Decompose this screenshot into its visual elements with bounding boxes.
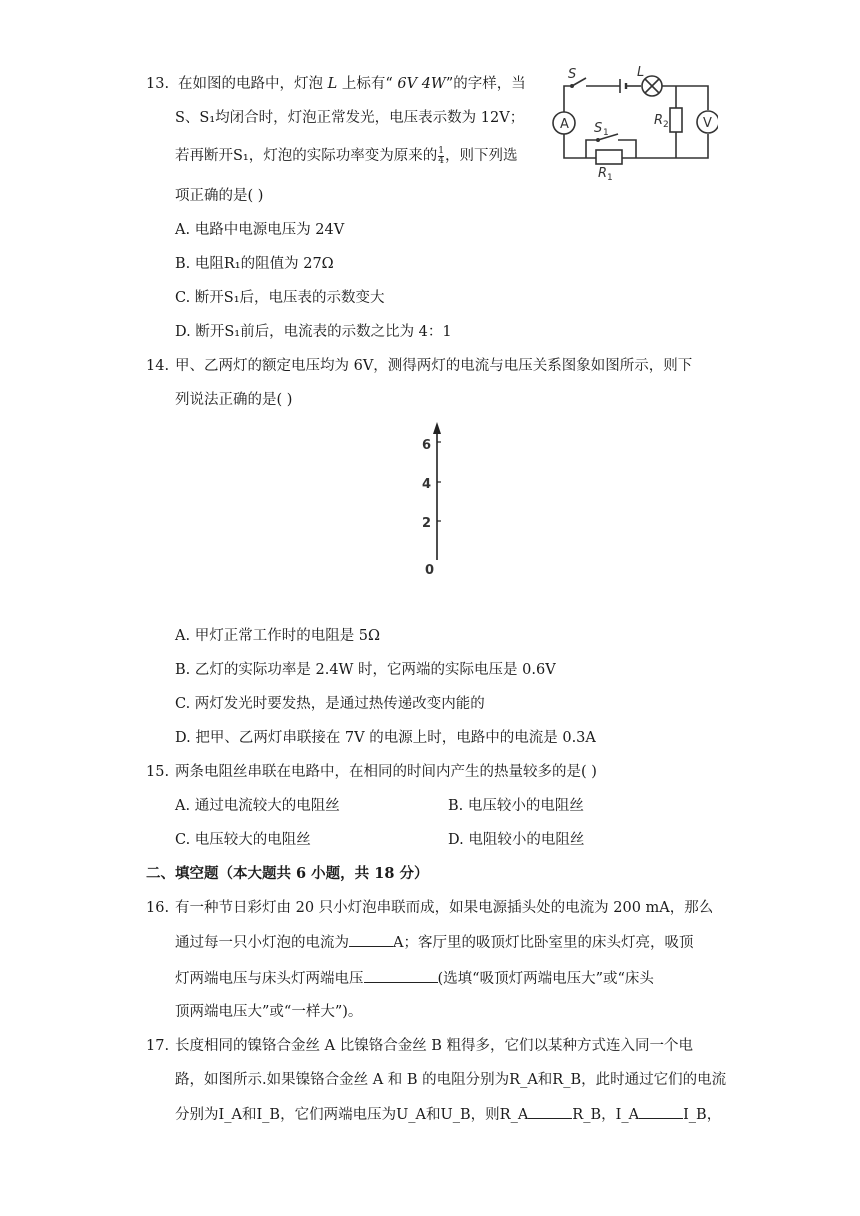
r2-label: R: [654, 113, 664, 128]
text: ，则下列选: [444, 148, 518, 164]
r1-label: R: [598, 166, 608, 181]
question-text-line: 长度相同的镍铬合金丝 A 比镍铬合金丝 B 粗得多，它们以某种方式连入同一个电: [175, 1038, 694, 1054]
text: 在如图的电路中，灯泡: [178, 76, 323, 92]
question-text-line: [175, 1104, 721, 1125]
answer-blank[interactable]: [349, 932, 393, 947]
question-number: 17.: [146, 1038, 170, 1054]
numerator: 1: [438, 145, 444, 156]
answer-blank[interactable]: [528, 1104, 572, 1119]
question-text-line: 两条电阻丝串联在电路中，在相同的时间内产生的热量较多的是( ): [175, 764, 597, 780]
voltmeter-label: V: [703, 116, 712, 131]
section-title: 二、填空题（本大题共 6 小题，共 18 分）: [146, 865, 429, 882]
option-a: A. 通过电流较大的电阻丝: [175, 798, 340, 814]
fraction: [438, 147, 444, 166]
option-d: D. 断开S₁前后，电流表的示数之比为 4：1: [175, 324, 452, 340]
r2-subscript: 2: [663, 120, 669, 130]
option-d: D. 把甲、乙两灯串联接在 7V 的电源上时，电路中的电流是 0.3A: [175, 730, 596, 746]
option-b: B. 乙灯的实际功率是 2.4W 时，它两端的实际电压是 0.6V: [175, 662, 556, 678]
ammeter-label: A: [560, 117, 569, 132]
question-text-line: S、S₁均闭合时，灯泡正常发光，电压表示数为 12V；: [175, 110, 525, 126]
text: 上标有“: [341, 76, 393, 92]
tick-label: 6: [422, 438, 432, 453]
text: R_B，I_A: [572, 1107, 640, 1123]
denominator: 4: [438, 155, 444, 166]
switch-s1-label: S: [594, 121, 603, 136]
question-text-line: 项正确的是( ): [175, 188, 264, 204]
text: 通过每一只小灯泡的电流为: [175, 935, 349, 951]
text: (选填“吸顶灯两端电压大”或“床头: [437, 971, 654, 987]
text: A；客厅里的吸顶灯比卧室里的床头灯亮，吸顶: [393, 935, 694, 951]
text: L: [327, 76, 338, 92]
option-a: A. 电路中电源电压为 24V: [175, 222, 345, 238]
text: 灯两端电压与床头灯两端电压: [175, 971, 364, 987]
question-text-line: [175, 968, 654, 989]
question-number: 15.: [146, 764, 170, 780]
answer-blank[interactable]: [639, 1104, 683, 1119]
option-c: C. 两灯发光时要发热，是通过热传递改变内能的: [175, 696, 485, 712]
question-number: 13.: [146, 76, 170, 92]
answer-blank[interactable]: [364, 968, 438, 983]
text: I_B，: [683, 1107, 722, 1123]
switch-s-label: S: [568, 67, 577, 82]
option-c: C. 断开S₁后，电压表的示数变大: [175, 290, 385, 306]
tick-label: 0: [425, 563, 435, 578]
question-text-line: 路，如图所示.如果镍铬合金丝 A 和 B 的电阻分别为R_A和R_B，此时通过它们的电流: [175, 1072, 727, 1088]
tick-label: 2: [422, 516, 432, 531]
circuit-diagram: [546, 64, 718, 182]
question-text-line: 有一种节日彩灯由 20 只小灯泡串联而成，如果电源插头处的电流为 200 mA，那么: [175, 900, 714, 916]
question-text-line: 顶两端电压大”或“一样大”)。: [175, 1004, 363, 1020]
question-text-line: [175, 932, 693, 953]
question-text-line: [178, 74, 526, 94]
question-number: 14.: [146, 358, 170, 374]
option-c: C. 电压较大的电阻丝: [175, 832, 311, 848]
option-b: B. 电压较小的电阻丝: [448, 798, 584, 814]
question-text-line: [175, 146, 517, 166]
iv-graph: [418, 420, 458, 580]
r1-subscript: 1: [607, 173, 613, 182]
option-a: A. 甲灯正常工作时的电阻是 5Ω: [175, 628, 381, 644]
question-text-line: 甲、乙两灯的额定电压均为 6V，测得两灯的电流与电压关系图象如图所示，则下: [175, 358, 693, 374]
switch-s1-subscript: 1: [603, 128, 609, 138]
tick-label: 4: [422, 477, 432, 492]
question-number: 16.: [146, 900, 170, 916]
text: ”的字样，当: [445, 76, 526, 92]
option-d: D. 电阻较小的电阻丝: [448, 832, 585, 848]
text: 6V 4W: [397, 76, 446, 92]
option-b: B. 电阻R₁的阻值为 27Ω: [175, 256, 334, 272]
question-text-line: 列说法正确的是( ): [175, 392, 293, 408]
text: 若再断开S₁，灯泡的实际功率变为原来的: [175, 148, 438, 164]
text: 分别为I_A和I_B，它们两端电压为U_A和U_B，则R_A: [175, 1107, 529, 1123]
lamp-label: L: [637, 65, 645, 80]
